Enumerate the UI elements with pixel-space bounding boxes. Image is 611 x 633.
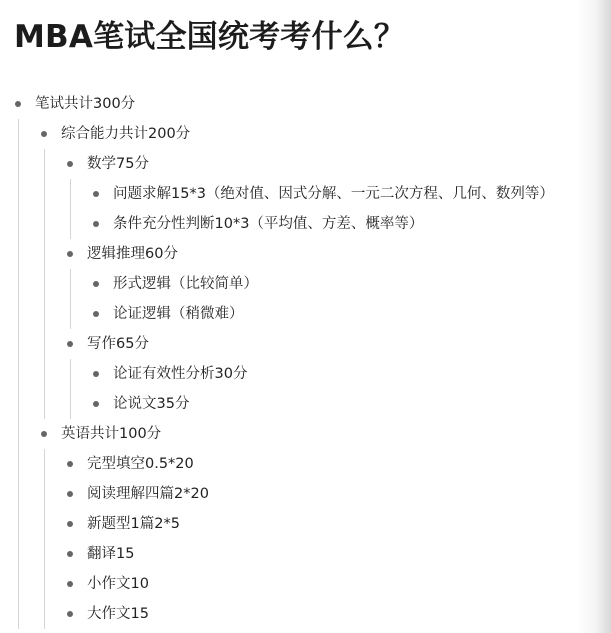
outline-children-level-2 xyxy=(0,149,611,419)
outline-children-level-3 xyxy=(0,269,611,329)
item-label: 完型填空0.5*20 xyxy=(87,456,194,472)
list-item xyxy=(0,389,611,419)
outline-label-root: 笔试共计300分 xyxy=(35,96,136,112)
section-label: 综合能力共计200分 xyxy=(61,126,191,142)
outline-children-level-3 xyxy=(0,179,611,239)
outline-row-item xyxy=(0,209,611,239)
list-item xyxy=(0,269,611,299)
bullet-dot-icon xyxy=(41,131,47,137)
item-label: 条件充分性判断10*3（平均值、方差、概率等） xyxy=(113,216,424,232)
bullet-dot-icon xyxy=(67,161,73,167)
group-item-logic xyxy=(0,239,611,329)
section-item-english xyxy=(0,419,611,629)
bullet-dot-icon xyxy=(15,101,21,107)
bullet-dot-icon xyxy=(67,341,73,347)
outline-row-group xyxy=(0,239,611,269)
bullet-dot-icon xyxy=(67,521,73,527)
item-label: 大作文15 xyxy=(87,606,149,622)
bullet-dot-icon xyxy=(93,191,99,197)
bullet-dot-icon xyxy=(93,281,99,287)
item-label: 论证逻辑（稍微难） xyxy=(113,306,244,322)
group-item-writing xyxy=(0,329,611,419)
item-label: 形式逻辑（比较简单） xyxy=(113,276,258,292)
outline xyxy=(0,89,611,629)
group-label: 逻辑推理60分 xyxy=(87,246,178,262)
outline-root-list xyxy=(0,89,611,629)
bullet-dot-icon xyxy=(67,461,73,467)
bullet-dot-icon xyxy=(41,431,47,437)
list-item xyxy=(0,299,611,329)
bullet-dot-icon xyxy=(67,491,73,497)
bullet-dot-icon xyxy=(67,581,73,587)
list-item xyxy=(0,599,611,629)
group-items-list xyxy=(0,359,611,419)
bullet-dot-icon xyxy=(67,251,73,257)
list-item xyxy=(0,209,611,239)
list-item xyxy=(0,479,611,509)
outline-row-item xyxy=(0,569,611,599)
section-item-comprehensive xyxy=(0,119,611,419)
bullet-dot-icon xyxy=(93,371,99,377)
bullet-dot-icon xyxy=(93,311,99,317)
item-label: 翻译15 xyxy=(87,546,135,562)
group-label: 数学75分 xyxy=(87,156,149,172)
list-item xyxy=(0,509,611,539)
outline-row-item xyxy=(0,389,611,419)
bullet-dot-icon xyxy=(67,551,73,557)
outline-row-item xyxy=(0,269,611,299)
outline-children-level-1 xyxy=(0,119,611,629)
outline-row-item xyxy=(0,509,611,539)
list-item xyxy=(0,359,611,389)
bullet-dot-icon xyxy=(93,221,99,227)
item-label: 新题型1篇2*5 xyxy=(87,516,180,532)
item-label: 小作文10 xyxy=(87,576,149,592)
outline-row-section xyxy=(0,419,611,449)
item-label: 阅读理解四篇2*20 xyxy=(87,486,209,502)
outline-row-group xyxy=(0,149,611,179)
outline-children-level-2 xyxy=(0,449,611,629)
groups-list xyxy=(0,149,611,419)
outline-row-item xyxy=(0,479,611,509)
outline-row-item xyxy=(0,179,611,209)
list-item xyxy=(0,539,611,569)
outline-row-item xyxy=(0,539,611,569)
outline-row-root xyxy=(0,89,611,119)
section-items-list xyxy=(0,449,611,629)
bullet-dot-icon xyxy=(93,401,99,407)
outline-row-item xyxy=(0,359,611,389)
outline-children-level-3 xyxy=(0,359,611,419)
group-label: 写作65分 xyxy=(87,336,149,352)
page-title: MBA笔试全国统考考什么？ xyxy=(14,19,406,55)
group-item-math xyxy=(0,149,611,239)
section-label: 英语共计100分 xyxy=(61,426,162,442)
outline-row-item xyxy=(0,599,611,629)
sections-list xyxy=(0,119,611,629)
group-items-list xyxy=(0,269,611,329)
outline-row-group xyxy=(0,329,611,359)
outline-row-item xyxy=(0,299,611,329)
item-label: 问题求解15*3（绝对值、因式分解、一元二次方程、几何、数列等） xyxy=(113,186,554,202)
list-item xyxy=(0,449,611,479)
item-label: 论说文35分 xyxy=(113,396,190,412)
list-item xyxy=(0,179,611,209)
item-label: 论证有效性分析30分 xyxy=(113,366,248,382)
bullet-dot-icon xyxy=(67,611,73,617)
list-item xyxy=(0,569,611,599)
group-items-list xyxy=(0,179,611,239)
outline-row-section xyxy=(0,119,611,149)
outline-row-item xyxy=(0,449,611,479)
outline-root-item xyxy=(0,89,611,629)
